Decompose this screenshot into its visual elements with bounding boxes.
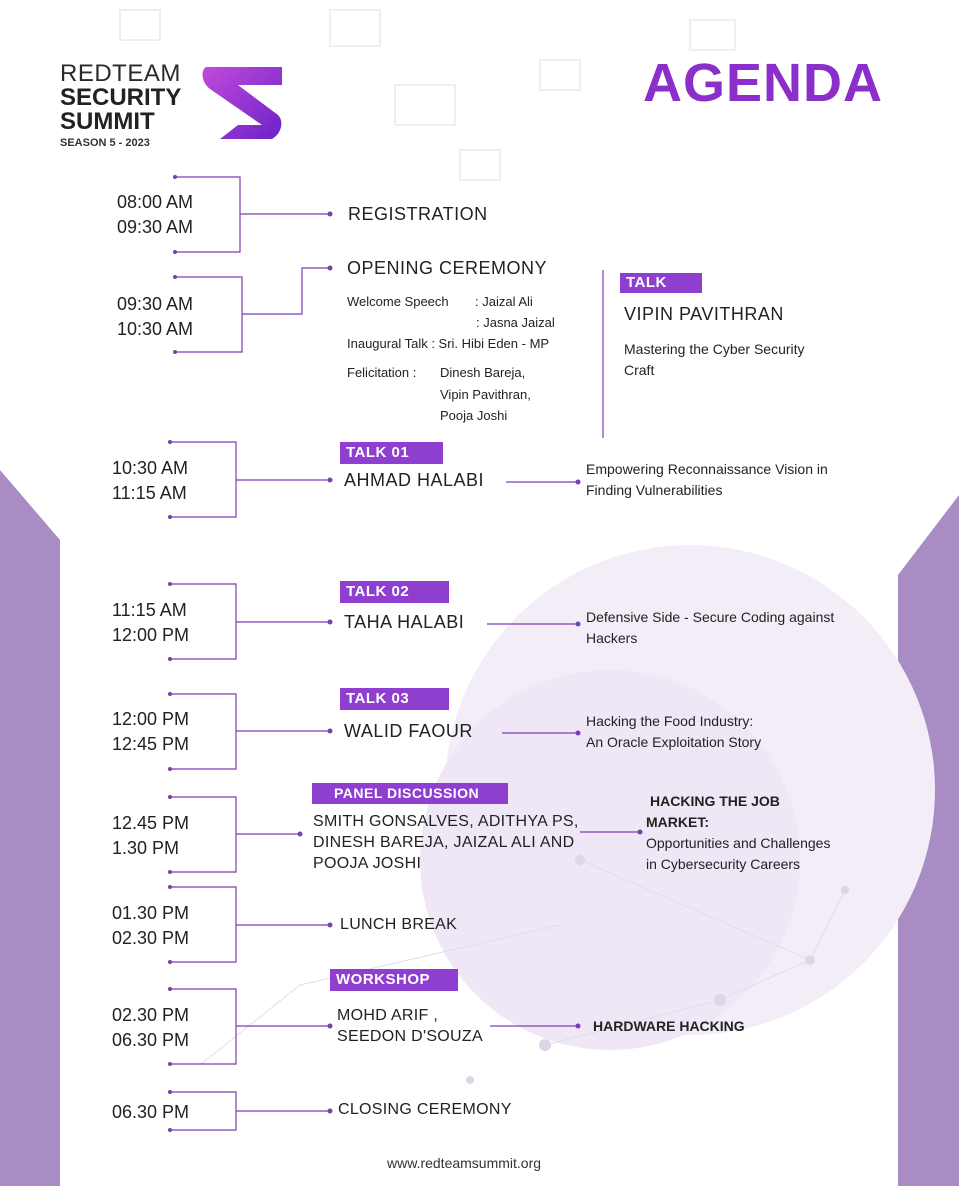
topic-line-2: Craft bbox=[624, 362, 655, 378]
names-line-2: DINESH BAREJA, JAIZAL ALI AND bbox=[313, 834, 575, 851]
names-line-3: POOJA JOSHI bbox=[313, 855, 422, 872]
time-start: 06.30 PM bbox=[112, 1102, 190, 1122]
welcome-label: Welcome Speech bbox=[347, 294, 449, 309]
felicitation-2: Vipin Pavithran, bbox=[440, 387, 531, 402]
side-talk-topic bbox=[624, 339, 805, 381]
session-title-closing: CLOSING CEREMONY bbox=[338, 1101, 512, 1118]
time-start: 08:00 AM bbox=[117, 192, 194, 212]
talk02-tag: TALK 02 bbox=[340, 581, 449, 603]
topic-head-1: HACKING THE JOB bbox=[650, 793, 780, 809]
topic-line-1: Defensive Side - Secure Coding against bbox=[586, 609, 835, 625]
footer-url[interactable]: www.redteamsummit.org bbox=[387, 1155, 542, 1171]
talk03-tag: TALK 03 bbox=[340, 688, 449, 710]
workshop-tag: WORKSHOP bbox=[330, 969, 458, 991]
brand-line3: SUMMIT bbox=[60, 108, 155, 135]
time-start: 09:30 AM bbox=[117, 294, 194, 314]
time-end: 09:30 AM bbox=[117, 217, 194, 237]
time-start: 10:30 AM bbox=[112, 458, 189, 478]
time-end: 10:30 AM bbox=[117, 319, 194, 339]
workshop-topic: HARDWARE HACKING bbox=[593, 1018, 745, 1034]
time-slot-opening bbox=[117, 292, 193, 342]
topic-line-2: Finding Vulnerabilities bbox=[586, 482, 723, 498]
time-end: 02.30 PM bbox=[112, 928, 190, 948]
time-end: 11:15 AM bbox=[112, 483, 187, 503]
session-speaker-talk01: AHMAD HALABI bbox=[344, 470, 485, 490]
topic-line-1: Hacking the Food Industry: bbox=[586, 713, 754, 729]
page-title: AGENDA bbox=[643, 53, 884, 113]
time-slot-closing bbox=[112, 1100, 189, 1125]
brand-season: SEASON 5 - 2023 bbox=[60, 137, 150, 149]
time-start: 01.30 PM bbox=[112, 903, 190, 923]
welcome-speaker-2: : Jasna Jaizal bbox=[476, 315, 555, 330]
session-speaker-talk02: TAHA HALABI bbox=[344, 612, 465, 632]
session-title-registration: REGISTRATION bbox=[348, 204, 488, 224]
talk01-tag: TALK 01 bbox=[340, 442, 443, 464]
time-end: 12:45 PM bbox=[112, 734, 190, 754]
felicitation-label: Felicitation : bbox=[347, 365, 417, 380]
time-start: 02.30 PM bbox=[112, 1005, 190, 1025]
topic-line-2: Hackers bbox=[586, 630, 638, 646]
talk-tag: TALK bbox=[620, 273, 702, 293]
time-start: 11:15 AM bbox=[112, 600, 187, 620]
inaugural-talk: Inaugural Talk : Sri. Hibi Eden - MP bbox=[347, 336, 550, 351]
felicitation-1: Dinesh Bareja, bbox=[440, 365, 526, 380]
time-end: 12:00 PM bbox=[112, 625, 190, 645]
topic-line-1: Mastering the Cyber Security bbox=[624, 341, 805, 357]
side-talk-speaker: VIPIN PAVITHRAN bbox=[624, 304, 784, 324]
time-slot-panel bbox=[112, 811, 189, 861]
workshop-names bbox=[337, 1005, 483, 1047]
topic-line-1: Opportunities and Challenges bbox=[646, 835, 831, 851]
brand-line2: SECURITY bbox=[60, 84, 182, 111]
topic-line-1: Empowering Reconnaissance Vision in bbox=[586, 461, 828, 477]
names-line-1: MOHD ARIF , bbox=[337, 1007, 439, 1024]
names-line-2: SEEDON D'SOUZA bbox=[337, 1028, 483, 1045]
panel-discussion-tag: PANEL DISCUSSION bbox=[312, 783, 508, 804]
session-title-lunch: LUNCH BREAK bbox=[340, 916, 458, 933]
session-topic-talk01 bbox=[586, 459, 828, 501]
felicitation-3: Pooja Joshi bbox=[440, 408, 508, 423]
time-end: 1.30 PM bbox=[112, 838, 180, 858]
time-slot-workshop bbox=[112, 1003, 189, 1053]
time-slot-talk03 bbox=[112, 707, 189, 757]
time-end: 06.30 PM bbox=[112, 1030, 190, 1050]
topic-head-2: MARKET: bbox=[646, 814, 709, 830]
panel-names bbox=[313, 811, 579, 874]
panel-topic bbox=[646, 791, 830, 875]
time-slot-lunch bbox=[112, 901, 189, 951]
time-slot-talk02 bbox=[112, 598, 189, 648]
session-speaker-talk03: WALID FAOUR bbox=[344, 721, 473, 741]
time-start: 12:00 PM bbox=[112, 709, 190, 729]
brand-line1: REDTEAM bbox=[60, 60, 181, 87]
topic-line-2: in Cybersecurity Careers bbox=[646, 856, 801, 872]
time-start: 12.45 PM bbox=[112, 813, 190, 833]
session-topic-talk02 bbox=[586, 607, 834, 649]
names-line-1: SMITH GONSALVES, ADITHYA PS, bbox=[313, 813, 579, 830]
topic-line-2: An Oracle Exploitation Story bbox=[586, 734, 762, 750]
session-topic-talk03 bbox=[586, 711, 761, 753]
welcome-speaker-1: : Jaizal Ali bbox=[475, 294, 533, 309]
session-title-opening: OPENING CEREMONY bbox=[347, 258, 548, 278]
time-slot-talk01 bbox=[112, 456, 188, 506]
time-slot-registration bbox=[117, 190, 193, 240]
